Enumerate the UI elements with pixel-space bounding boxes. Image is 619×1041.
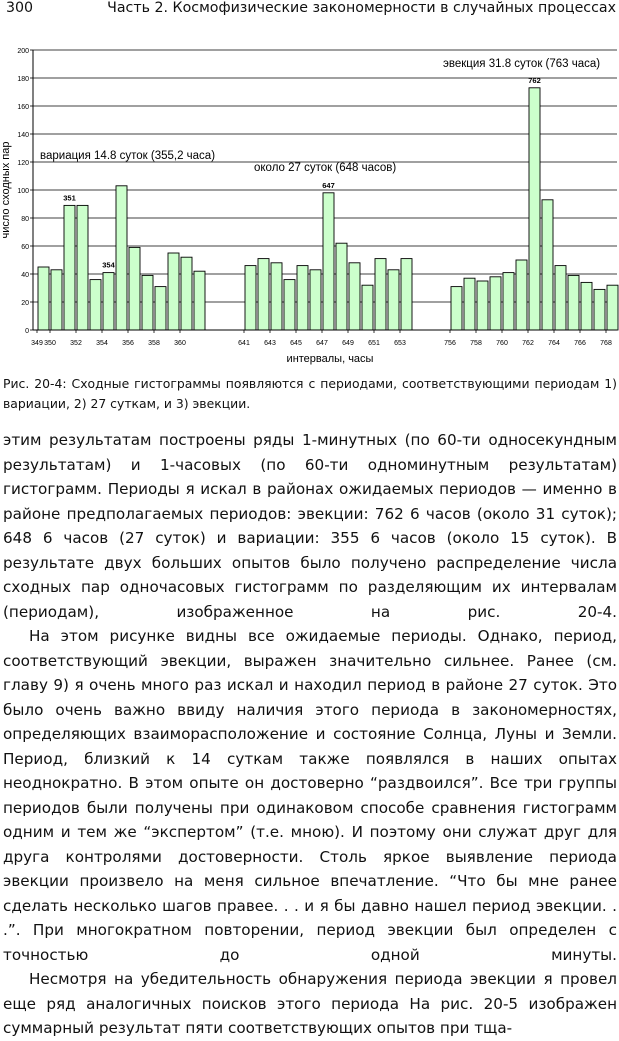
bar xyxy=(116,186,127,330)
x-tick-label: 349 xyxy=(31,340,43,347)
bar xyxy=(375,259,386,330)
peak-label: 354 xyxy=(102,260,115,270)
x-axis-ticks xyxy=(31,330,612,347)
bar xyxy=(77,205,88,330)
bar xyxy=(38,267,49,330)
peak-label: 647 xyxy=(322,180,335,190)
bar xyxy=(103,273,114,330)
bar xyxy=(284,280,295,330)
bar xyxy=(323,193,334,330)
x-tick-label: 358 xyxy=(148,340,160,347)
bar xyxy=(477,281,488,330)
annotation-27-days: около 27 суток (648 часов) xyxy=(254,162,397,174)
y-tick-label: 100 xyxy=(17,188,29,195)
x-tick-label: 645 xyxy=(290,340,302,347)
x-tick-label: 651 xyxy=(368,340,380,347)
y-tick-label: 20 xyxy=(21,300,29,307)
bar xyxy=(542,200,553,330)
bar xyxy=(451,287,462,330)
x-tick-label: 760 xyxy=(496,340,508,347)
chart-bars xyxy=(38,88,618,330)
x-tick-label: 352 xyxy=(70,340,82,347)
bar xyxy=(516,260,527,330)
bar xyxy=(64,205,75,330)
x-tick-label: 360 xyxy=(174,340,186,347)
bar xyxy=(490,277,501,330)
histogram-chart xyxy=(0,40,619,370)
x-tick-label: 756 xyxy=(444,340,456,347)
x-tick-label: 356 xyxy=(122,340,134,347)
x-tick-label: 764 xyxy=(548,340,560,347)
y-axis-label: число сходных пар xyxy=(0,141,12,239)
y-tick-label: 140 xyxy=(17,132,29,139)
y-tick-label: 60 xyxy=(21,244,29,251)
annotation-evection: эвекция 31.8 суток (763 часа) xyxy=(443,58,601,70)
bar xyxy=(168,253,179,330)
running-head: Часть 2. Космофизические закономерности в случайных процессах xyxy=(107,0,616,16)
y-tick-label: 120 xyxy=(17,160,29,167)
bar xyxy=(155,287,166,330)
bar xyxy=(181,257,192,330)
bar xyxy=(258,259,269,330)
bar xyxy=(607,285,618,330)
x-tick-label: 758 xyxy=(470,340,482,347)
x-tick-label: 762 xyxy=(522,340,534,347)
bar xyxy=(568,275,579,330)
peak-label: 762 xyxy=(528,75,541,85)
bar xyxy=(503,273,514,330)
x-axis-label: интервалы, часы xyxy=(286,353,374,365)
y-tick-label: 160 xyxy=(17,104,29,111)
bar xyxy=(310,270,321,330)
bar xyxy=(529,88,540,330)
bar xyxy=(401,259,412,330)
x-tick-label: 649 xyxy=(342,340,354,347)
body-text xyxy=(3,428,617,1041)
data-label: 351 xyxy=(63,193,76,203)
bar xyxy=(271,263,282,330)
paragraph: На этом рисунке видны все ожидаемые периоды. Однако, период, соответствующий эвекции, выражен значительно сильнее. Ранее (см. главу 9) я очень много раз искал и находил период в районе 27 суток. Это было очень важно ввиду наличия этого периода в закономерностях, определяющих взаиморасположение и состояние Солнца, Луны и Земли. Период, близкий к 14 суткам также появлялся в наших опытах неоднократно. В этом опыте он достоверно “раздвоился”. Все три группы периодов были получены при одинаковом способе сравнения гистограмм одним и тем же “экспертом” (т.е. мною). И поэтому они служат друг для друга контролями достоверности. Столь яркое выявление периода эвекции произвело на меня сильное впечатление. “Что бы мне ранее сделать несколько шагов правее. . . и я бы давно нашел период эвекции. . .”. При многократном повторении, период эвекции был определен с точностью до одной минуты. xyxy=(3,627,617,964)
x-tick-label: 653 xyxy=(394,340,406,347)
y-tick-label: 180 xyxy=(17,76,29,83)
bar xyxy=(297,266,308,330)
bar xyxy=(90,280,101,330)
bar xyxy=(594,289,605,330)
bar xyxy=(142,275,153,330)
bar xyxy=(362,285,373,330)
annotation-variation: вариация 14.8 суток (355,2 часа) xyxy=(40,150,216,162)
y-tick-label: 40 xyxy=(21,272,29,279)
bar xyxy=(581,282,592,330)
x-tick-label: 647 xyxy=(316,340,328,347)
y-axis-ticks xyxy=(17,48,33,335)
y-tick-label: 200 xyxy=(17,48,29,55)
x-tick-label: 354 xyxy=(96,340,108,347)
x-tick-label: 766 xyxy=(574,340,586,347)
bar xyxy=(555,266,566,330)
y-tick-label: 0 xyxy=(25,328,29,335)
bar xyxy=(336,243,347,330)
x-tick-label: 350 xyxy=(44,340,56,347)
bar xyxy=(194,271,205,330)
page-number: 300 xyxy=(6,0,34,16)
y-tick-label: 80 xyxy=(21,216,29,223)
bar xyxy=(464,278,475,330)
x-tick-label: 643 xyxy=(264,340,276,347)
x-tick-label: 641 xyxy=(238,340,250,347)
x-tick-label: 768 xyxy=(600,340,612,347)
paragraph: Несмотря на убедительность обнаружения периода эвекции я провел еще ряд аналогичных поисков этого периода На рис. 20-5 изображен суммарный результат пяти соответствующих опытов при тща- xyxy=(3,970,617,1037)
bar xyxy=(388,270,399,330)
paragraph: этим результатам построены ряды 1-минутных (по 60-ти односекундным результатам) и 1-часовых (по 60-ти одноминутным результатам) гистограмм. Периоды я искал в районах ожидаемых периодов — именно в районе предполагаемых периодов: эвекции: 762 6 часов (около 31 суток); 648 6 часов (27 суток) и вариации: 355 6 часов (около 15 суток). В результате двух больших опытов было получено распределение числа сходных пар одночасовых гистограмм по разделяющим их интервалам (периодам), изображенное на рис. 20-4. xyxy=(3,431,617,621)
page-header xyxy=(6,0,616,20)
bar xyxy=(245,266,256,330)
bar xyxy=(349,263,360,330)
figure-caption: Рис. 20-4: Сходные гистограммы появляются с периодами, соответствующими периодам 1) вариации, 2) 27 суткам, и 3) эвекции. xyxy=(3,376,617,411)
bar xyxy=(51,270,62,330)
bar xyxy=(129,247,140,330)
